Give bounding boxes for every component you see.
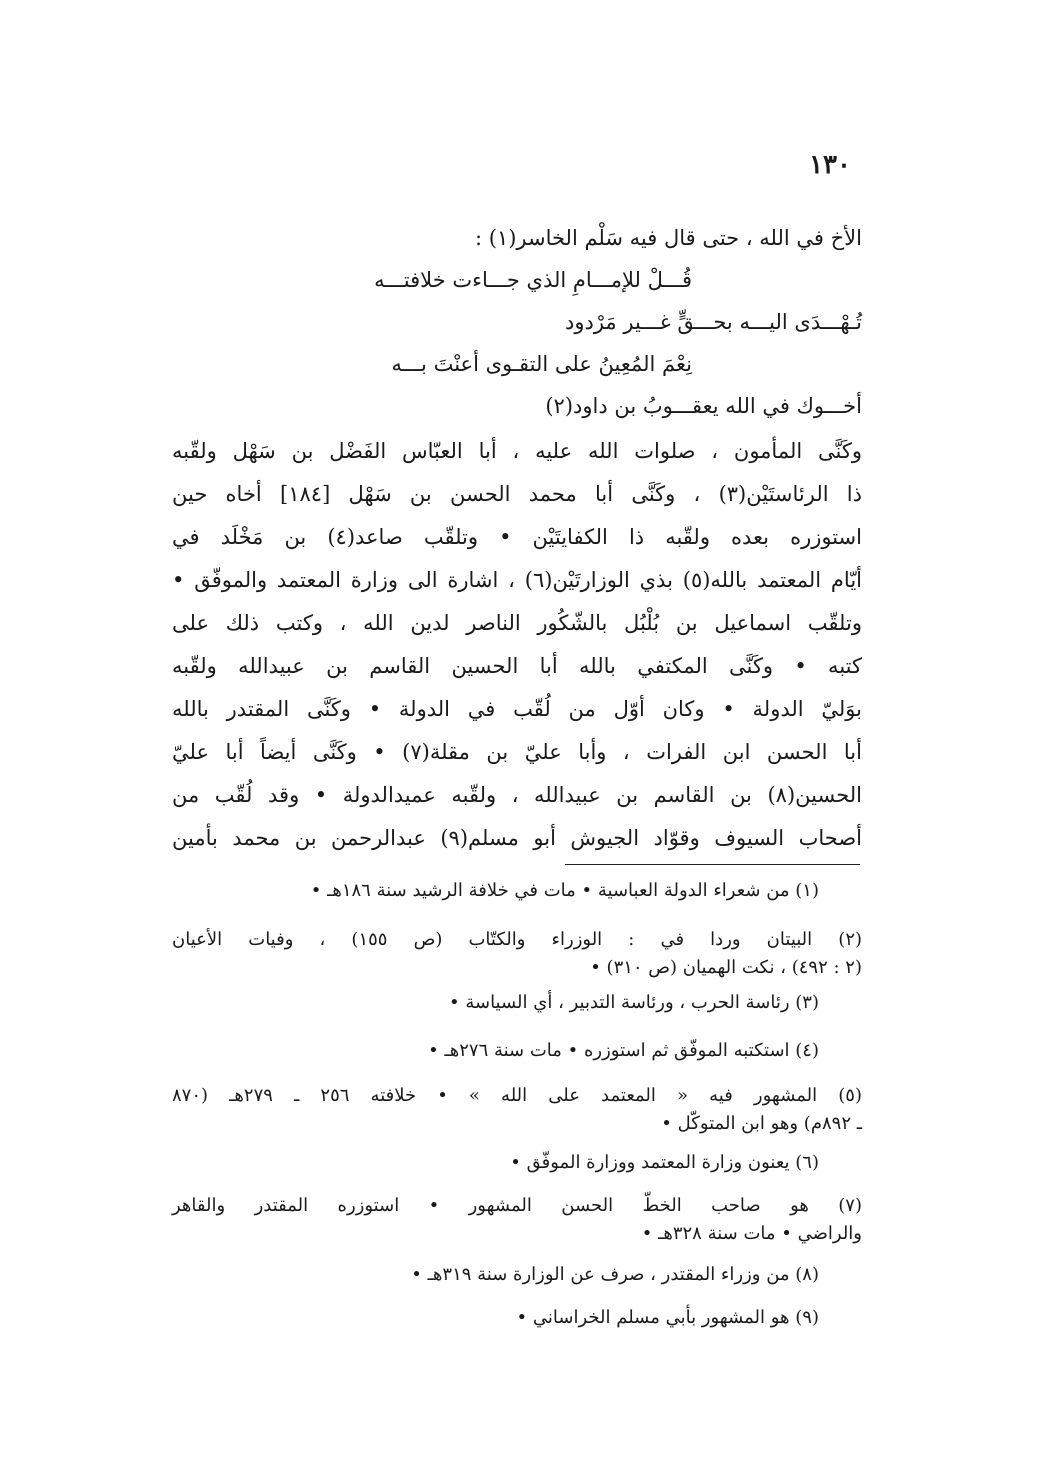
footnote: (٦) يعنون وزارة المعتمد ووزارة الموفّق •	[510, 1152, 819, 1173]
footnote: (٢) البيتان وردا في : الوزراء والكتّاب (ص ١٥٥) ، وفيات الأعيان	[172, 929, 863, 950]
footnote-continuation: والراضي • مات سنة ٣٢٨هـ •	[641, 1223, 862, 1244]
verse-line: نِعْمَ المُعِينُ على التقـوى أعنْتَ بـــه	[391, 352, 692, 376]
footnote: (١) من شعراء الدولة العباسية • مات في خلافة الرشيد سنة ١٨٦هـ •	[310, 880, 819, 901]
footnote: (٥) المشهور فيه « المعتمد على الله » • خلافته ٢٥٦ ـ ٢٧٩هـ (٨٧٠	[172, 1085, 862, 1106]
body-line: بوَليّ الدولة • وكان أوّل من لُقّب في الدولة • وكَنَّى المقتدر بالله	[172, 697, 862, 721]
intro-line: الأخ في الله ، حتى قال فيه سَلْم الخاسر(١) :	[474, 226, 862, 250]
body-line: وكَنَّى المأمون ، صلوات الله عليه ، أبا العبّاس الفَضْل بن سَهْل ولقّبه	[172, 439, 862, 463]
footnote-continuation: ـ ٨٩٢م) وهو ابن المتوكّل •	[661, 1113, 862, 1134]
body-line: أبا الحسن ابن الفرات ، وأبا عليّ بن مقلة(٧) • وكَنَّى أيضاً أبا عليّ	[172, 740, 862, 764]
footnote: (٨) من وزراء المقتدر ، صرف عن الوزارة سنة ٣١٩هـ •	[411, 1264, 819, 1285]
body-line: استوزره بعده ولقّبه ذا الكفايتَيْن • وتلقّب صاعد(٤) بن مَخْلَد في	[172, 525, 862, 549]
footnote: (٩) هو المشهور بأبي مسلم الخراساني •	[516, 1307, 819, 1328]
body-line: وتلقّب اسماعيل بن بُلْبُل بالشّكُور الناصر لدين الله ، وكتب ذلك على	[172, 611, 862, 635]
body-line: أصحاب السيوف وقوّاد الجيوش أبو مسلم(٩) عبدالرحمن بن محمد بأمين	[172, 826, 862, 850]
page-number: ١٣٠	[809, 150, 851, 180]
verse-line: قُـــلْ للإمـــامِ الذي جـــاءت خلافتـــه	[374, 268, 692, 292]
footnote: (٣) رئاسة الحرب ، ورئاسة التدبير ، أي السياسة •	[449, 992, 819, 1013]
body-line: الحسين(٨) بن القاسم بن عبيدالله ، ولقّبه عميدالدولة • وقد لُقّب من	[172, 783, 862, 807]
body-line: ذا الرئاستَيْن(٣) ، وكَنَّى أبا محمد الحسن بن سَهْل [١٨٤] أخاه حين	[172, 482, 862, 506]
verse-line: تُـهْـــدَى اليـــه بحـــقٍّ غـــير مَرْدود	[565, 310, 862, 334]
footnote-divider	[565, 864, 860, 865]
body-line: كتبه • وكَنَّى المكتفي بالله أبا الحسين القاسم بن عبيدالله ولقّبه	[172, 654, 862, 678]
footnote: (٧) هو صاحب الخطّ الحسن المشهور • استوزره المقتدر والقاهر	[172, 1195, 862, 1216]
footnote-continuation: (٢ : ٤٩٢) ، نكت الهميان (ص ٣١٠) •	[590, 957, 862, 978]
body-line: أيّام المعتمد بالله(٥) بذي الوزارتَيْن(٦) ، اشارة الى وزارة المعتمد والموفّق •	[172, 568, 862, 592]
verse-line: أخـــوك في الله يعقـــوبُ بن داود(٢)	[545, 394, 862, 418]
footnote: (٤) استكتبه الموفّق ثم استوزره • مات سنة ٢٧٦هـ •	[428, 1040, 819, 1061]
